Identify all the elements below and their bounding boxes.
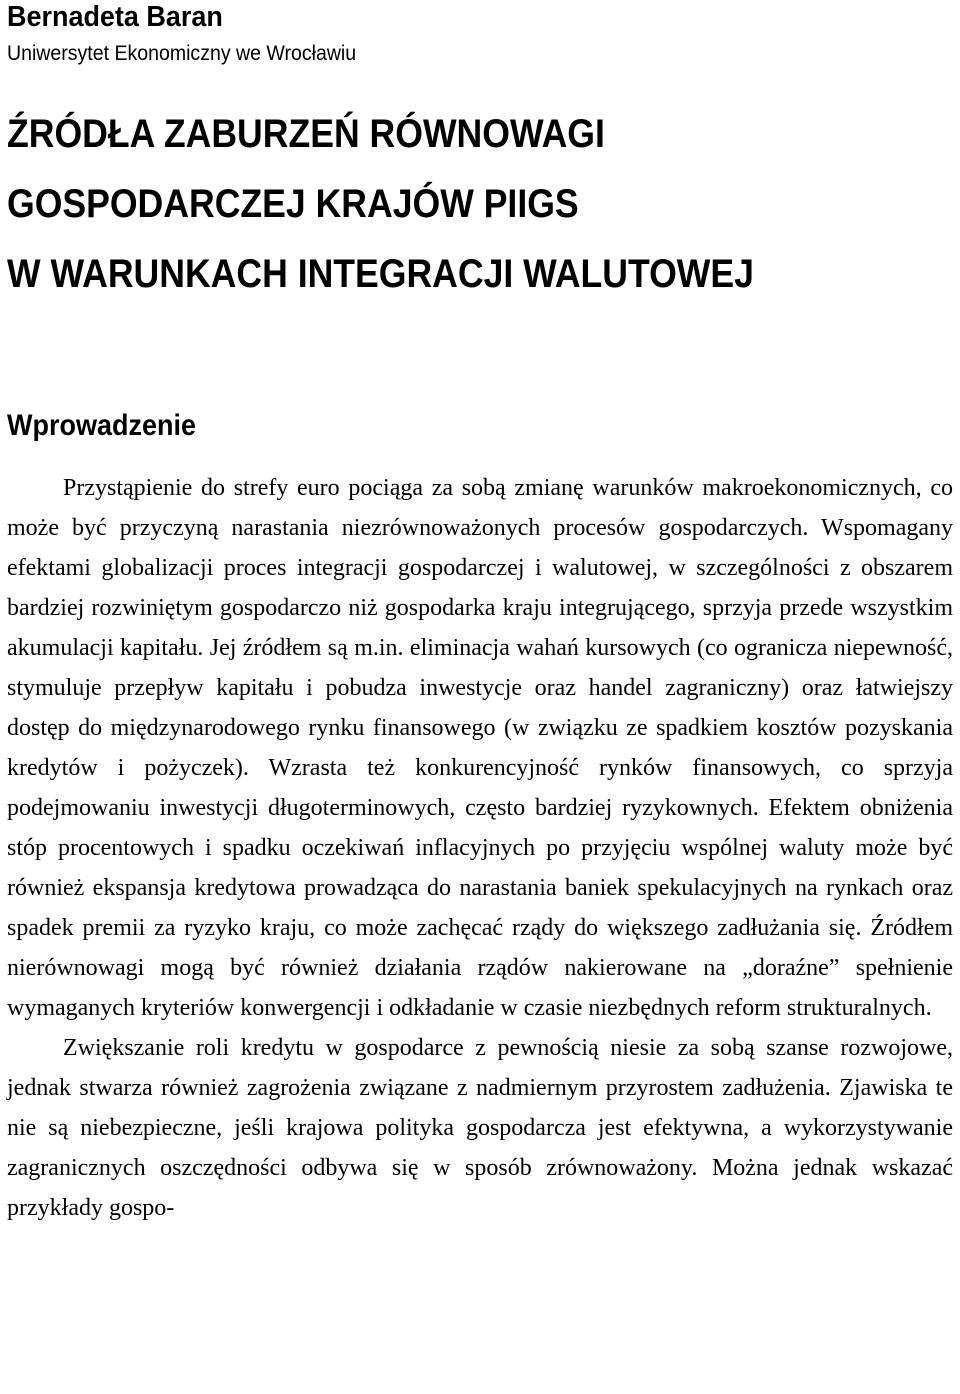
- title-line-2: GOSPODARCZEJ KRAJÓW PIIGS: [7, 182, 579, 226]
- author-affiliation: Uniwersytet Ekonomiczny we Wrocławiu: [7, 42, 357, 65]
- article-title: [7, 99, 953, 309]
- author-name: Bernadeta Baran: [7, 1, 223, 33]
- title-line-1: ŹRÓDŁA ZABURZEŃ RÓWNOWAGI: [7, 112, 605, 156]
- paragraph-1: Przystąpienie do strefy euro pociąga za sobą zmianę warunków makroekonomicznych, co może być przyczyną narastania niezrównoważonych procesów gospodarczych. Wspomagany efektami globalizacji proces integracji gospodarczej i walutowej, w szczególności z obszarem bardziej rozwiniętym gospodarczo niż gospodarka kraju integrującego, sprzyja przede wszystkim akumulacji kapitału. Jej źródłem są m.in. eliminacja wahań kursowych (co ogranicza niepewność, stymuluje przepływ kapitału i pobudza inwestycje oraz handel zagraniczny) oraz łatwiejszy dostęp do międzynarodowego rynku finansowego (w związku ze spadkiem kosztów pozyskania kredytów i pożyczek). Wzrasta też konkurencyjność rynków finansowych, co sprzyja podejmowaniu inwestycji długoterminowych, często bardziej ryzykownych. Efektem obniżenia stóp procentowych i spadku oczekiwań inflacyjnych po przyjęciu wspólnej waluty może być również ekspansja kredytowa prowadząca do narastania baniek spekulacyjnych na rynkach oraz spadek premii za ryzyko kraju, co może zachęcać rządy do większego zadłużania się. Źródłem nierównowagi mogą być również działania rządów nakierowane na „doraźne” spełnienie wymaganych kryteriów konwergencji i odkładanie w czasie niezbędnych reform strukturalnych.: [7, 475, 953, 1021]
- paragraph-2: Zwiększanie roli kredytu w gospodarce z pewnością niesie za sobą szanse rozwojowe, jednak stwarza również zagrożenia związane z nadmiernym przyrostem zadłużenia. Zjawiska te nie są niebezpieczne, jeśli krajowa polityka gospodarcza jest efektywna, a wykorzystywanie zagranicznych oszczędności odbywa się w sposób zrównoważony. Można jednak wskazać przykłady gospo-: [7, 1035, 953, 1221]
- section-heading: Wprowadzenie: [7, 409, 197, 442]
- title-line-3: W WARUNKACH INTEGRACJI WALUTOWEJ: [7, 252, 754, 296]
- article-page: [7, 0, 953, 1228]
- body-text: [7, 468, 953, 1228]
